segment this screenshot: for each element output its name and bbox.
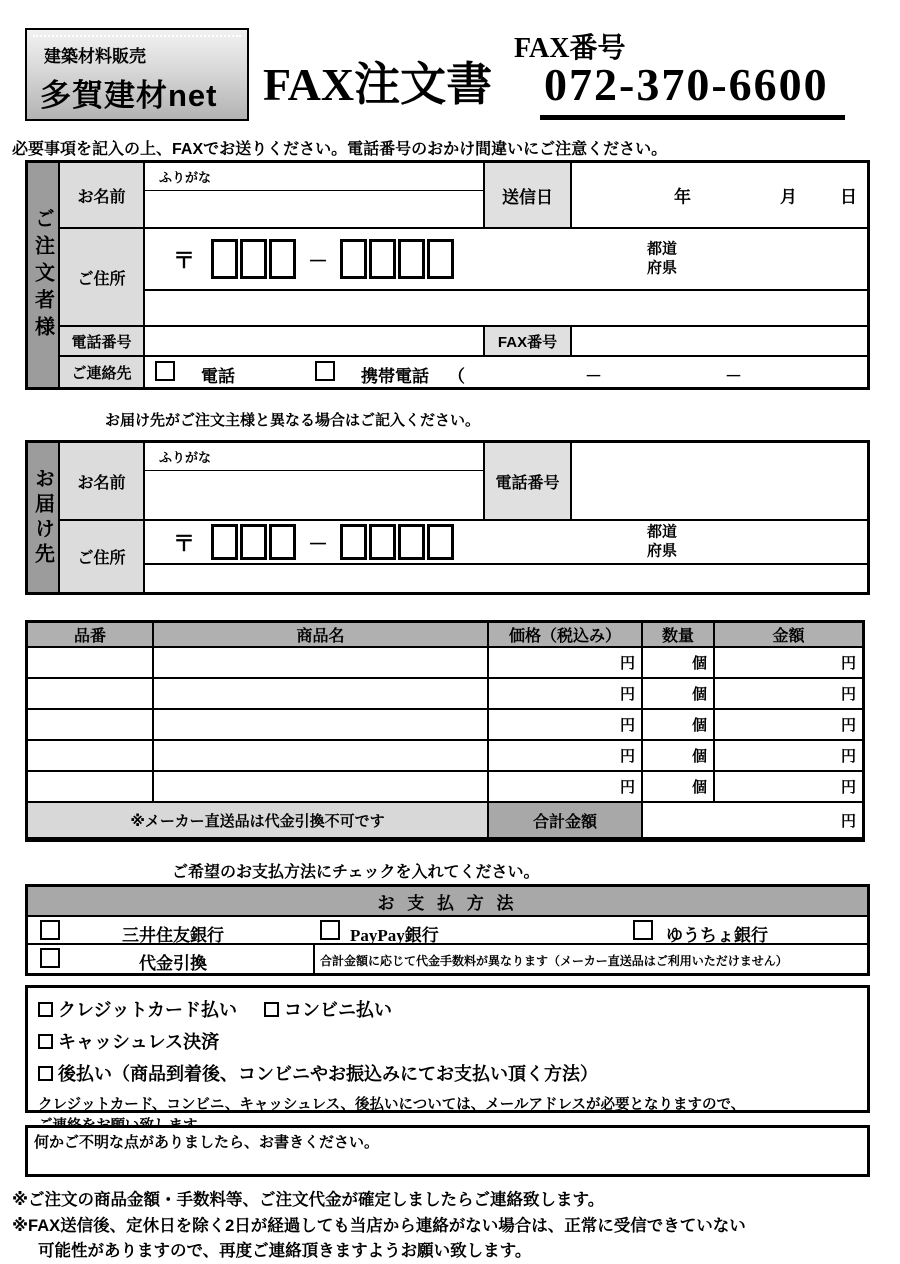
delivery-name-label: お名前 [60,443,145,521]
product-total-row [28,803,862,839]
item-number-field[interactable] [28,741,154,772]
orderer-name-field[interactable] [145,191,485,229]
prefecture-line1: 都道 [646,523,677,541]
amount-field[interactable]: 円 [715,679,862,710]
delivery-postal-row [145,521,867,565]
send-date-field[interactable] [572,163,867,229]
price-field[interactable]: 円 [489,772,643,803]
postal-digit-box[interactable] [369,239,396,279]
postal-digit-box[interactable] [240,524,267,560]
product-row [28,710,862,741]
contact-dash-1: － [585,367,602,386]
logo-dotted-line [33,35,241,37]
cod-row [28,945,867,973]
postal-mark: 〒 [173,247,196,273]
orderer-fax-label: FAX番号 [485,327,572,357]
quantity-field[interactable]: 個 [643,741,715,772]
credit-conbini-line [38,996,857,1022]
item-number-field[interactable] [28,772,154,803]
postal-mark: 〒 [173,530,196,556]
prefecture-line2: 府県 [646,542,677,559]
price-field[interactable]: 円 [489,648,643,679]
prefecture-line1: 都道 [646,240,677,258]
bank-options-row [28,917,867,945]
other-payment-box [25,985,870,1113]
bank-paypay-checkbox[interactable] [320,920,340,940]
contact-mobile-checkbox[interactable] [315,361,335,381]
quantity-field[interactable]: 個 [643,710,715,741]
company-tagline: 建築材料販売 [44,47,146,66]
product-name-field[interactable] [154,679,489,710]
col-header-amount: 金額 [715,623,862,648]
orderer-address-label: ご住所 [60,229,145,327]
comment-box-prompt: 何かご不明な点がありましたら、お書きください。 [34,1135,380,1151]
year-unit: 年 [674,187,691,207]
bank-smbc-label: 三井住友銀行 [122,926,224,945]
direct-shipping-note: ※メーカー直送品は代金引換不可です [28,803,489,839]
product-table [25,620,865,842]
delivery-section-note: お届け先がご注文主様と異なる場合はご記入ください。 [105,412,481,429]
contact-phone-label: 電話 [201,367,235,386]
product-row [28,648,862,679]
product-name-field[interactable] [154,710,489,741]
postal-digit-box[interactable] [427,239,454,279]
cashless-label: キャッシュレス決済 [58,1032,220,1052]
footnote-fax-delay-line2: 可能性がありますので、再度ご連絡頂きますようお願い致します。 [38,1242,532,1260]
conbini-label: コンビニ払い [284,1000,393,1020]
quantity-field[interactable]: 個 [643,772,715,803]
delivery-table [25,440,870,595]
postal-digit-box[interactable] [398,239,425,279]
contact-mobile-label: 携帯電話 [361,367,429,386]
conbini-checkbox[interactable] [264,1002,279,1017]
delivery-phone-label: 電話番号 [485,443,572,521]
atobarai-checkbox[interactable] [38,1066,53,1081]
product-row [28,772,862,803]
total-amount-label: 合計金額 [489,803,643,839]
postal-digit-box[interactable] [269,524,296,560]
delivery-address-label: ご住所 [60,521,145,592]
footnote-price-confirm: ※ご注文の商品金額・手数料等、ご注文代金が確定しましたらご連絡致します。 [12,1191,605,1209]
orderer-furigana-field[interactable]: ふりがな [145,163,485,191]
product-name-field[interactable] [154,772,489,803]
prefecture-hint [632,523,692,561]
price-field[interactable]: 円 [489,710,643,741]
orderer-postal-row [145,229,867,291]
delivery-section-label: お届け先 [28,443,60,592]
orderer-phone-label: 電話番号 [60,327,145,357]
atobarai-label: 後払い（商品到着後、コンビニやお振込みにてお支払い頂く方法） [58,1064,598,1084]
bank-yucho-checkbox[interactable] [633,920,653,940]
email-required-note-line1: クレジットカード、コンビニ、キャッシュレス、後払いについては、メールアドレスが必要となりますので、 [38,1097,746,1113]
postal-digit-box[interactable] [340,239,367,279]
product-name-field[interactable] [154,648,489,679]
atobarai-line [38,1060,857,1086]
total-amount-field[interactable]: 円 [643,803,862,839]
payment-table-title: お 支 払 方 法 [28,887,867,917]
form-instruction: 必要事項を記入の上、FAXでお送りください。電話番号のおかけ間違いにご注意ください。 [12,141,668,158]
prefecture-hint [632,240,692,278]
postal-digit-box[interactable] [211,524,238,560]
orderer-contact-row [145,357,867,387]
comment-box[interactable] [25,1125,870,1177]
day-unit: 日 [840,187,857,207]
orderer-table [25,160,870,390]
fax-number: 072-370-6600 [540,58,845,120]
amount-field[interactable]: 円 [715,772,862,803]
contact-dash-2: － [725,367,742,386]
prefecture-line2: 府県 [646,259,677,276]
product-row [28,741,862,772]
cashless-line [38,1028,857,1054]
price-field[interactable]: 円 [489,741,643,772]
postal-digit-box[interactable] [211,239,238,279]
page-title: FAX注文書 [263,59,493,110]
cashless-checkbox[interactable] [38,1034,53,1049]
postal-digit-box[interactable] [427,524,454,560]
product-name-field[interactable] [154,741,489,772]
postal-digit-box[interactable] [269,239,296,279]
product-row [28,679,862,710]
postal-digit-box[interactable] [369,524,396,560]
orderer-address-field[interactable] [145,291,867,327]
amount-field[interactable]: 円 [715,710,862,741]
month-unit: 月 [780,187,797,207]
payment-method-note: ご希望のお支払方法にチェックを入れてください。 [172,864,540,881]
product-header-row [28,623,862,648]
orderer-phone-field[interactable] [145,327,485,357]
bank-yucho-label: ゆうちょ銀行 [666,926,768,945]
price-field[interactable]: 円 [489,679,643,710]
fax-number-label: FAX番号 [514,33,626,64]
delivery-furigana-field[interactable]: ふりがな [145,443,485,471]
quantity-field[interactable]: 個 [643,679,715,710]
orderer-section-label: ご注文者様 [28,163,60,387]
postal-digit-box[interactable] [340,524,367,560]
postal-digit-box[interactable] [240,239,267,279]
item-number-field[interactable] [28,710,154,741]
delivery-address-field[interactable] [145,565,867,592]
quantity-field[interactable]: 個 [643,648,715,679]
orderer-fax-field[interactable] [572,327,867,357]
delivery-name-field[interactable] [145,471,485,521]
col-header-quantity: 数量 [643,623,715,648]
orderer-name-label: お名前 [60,163,145,229]
credit-card-label: クレジットカード払い [58,1000,238,1020]
amount-field[interactable]: 円 [715,648,862,679]
send-date-label: 送信日 [485,163,572,229]
postal-digit-box[interactable] [398,524,425,560]
col-header-price: 価格（税込み） [489,623,643,648]
bank-paypay-label: PayPay銀行 [350,926,439,945]
orderer-contact-label: ご連絡先 [60,357,145,387]
credit-card-checkbox[interactable] [38,1002,53,1017]
contact-paren: （ [448,367,465,386]
cod-checkbox[interactable] [40,948,60,968]
delivery-phone-field[interactable] [572,443,867,521]
postal-dash: － [308,533,329,556]
cod-fee-note: 合計金額に応じて代金手数料が異なります（メーカー直送品はご利用いただけません） [320,954,788,968]
contact-phone-checkbox[interactable] [155,361,175,381]
company-name: 多賀建材net [40,78,218,113]
item-number-field[interactable] [28,679,154,710]
amount-field[interactable]: 円 [715,741,862,772]
col-header-product-name: 商品名 [154,623,489,648]
footnote-fax-delay-line1: ※FAX送信後、定休日を除く2日が経過しても当店から連絡がない場合は、正常に受信できていない [12,1217,746,1235]
bank-smbc-checkbox[interactable] [40,920,60,940]
payment-table [25,884,870,976]
postal-dash: － [308,250,329,273]
col-header-item-number: 品番 [28,623,154,648]
cod-label: 代金引換 [139,954,207,973]
item-number-field[interactable] [28,648,154,679]
company-logo [25,28,249,121]
cod-divider [313,945,315,973]
